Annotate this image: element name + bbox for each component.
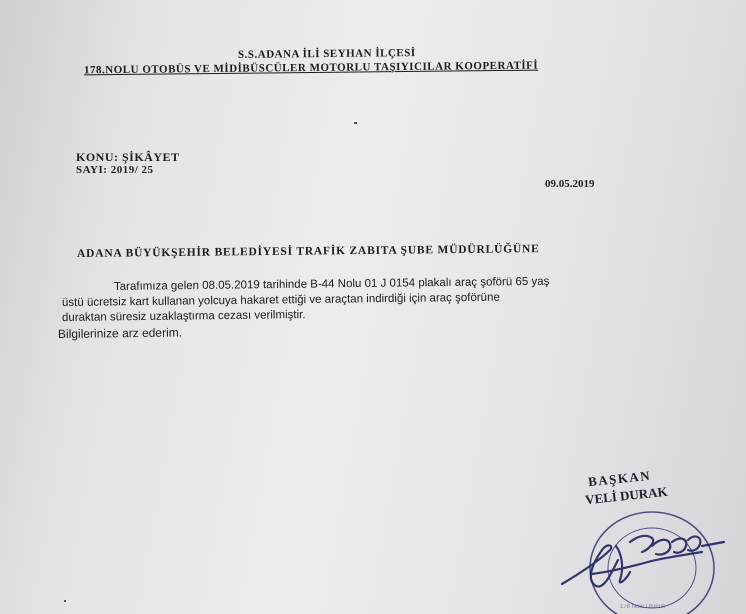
signatory-name: VELİ DURAK [584, 483, 669, 508]
header-line-2: 178.NOLU OTOBÜS VE MİDİBÜSCÜLER MOTORLU TAŞIYICILAR KOOPERATİFİ [83, 59, 539, 77]
header-line-1: S.S.ADANA İLİ SEYHAN İLÇESİ [237, 47, 416, 61]
body-line-3: duraktan süresiz uzaklaştırma cezası verilmiştir. [61, 309, 306, 324]
body-line-1: Tarafımıza gelen 08.05.2019 tarihinde B-44 Nolu 01 J 0154 plakalı araç şoförü 65 yaş [113, 275, 550, 293]
speck [354, 122, 357, 124]
signatory-title: BAŞKAN [587, 467, 652, 490]
subject-line: KONU: ŞİKÂYET [76, 150, 180, 164]
reference-number: SAYI: 2019/ 25 [76, 164, 154, 176]
closing-line: Bilgilerinize arz ederim. [57, 325, 183, 341]
speck [64, 600, 66, 602]
document-date: 09.05.2019 [545, 178, 595, 190]
recipient-line: ADANA BÜYÜKŞEHİR BELEDİYESİ TRAFİK ZABITA ŞUBE MÜDÜRLÜĞÜNE [76, 243, 540, 260]
svg-text:178 Nolu Otobüs: 178 Nolu Otobüs [620, 604, 666, 610]
body-line-2: üstü ücretsiz kart kullanan yolcuya hakaret ettiği ve araçtan indirdiği için araç şoförüne [61, 291, 500, 309]
